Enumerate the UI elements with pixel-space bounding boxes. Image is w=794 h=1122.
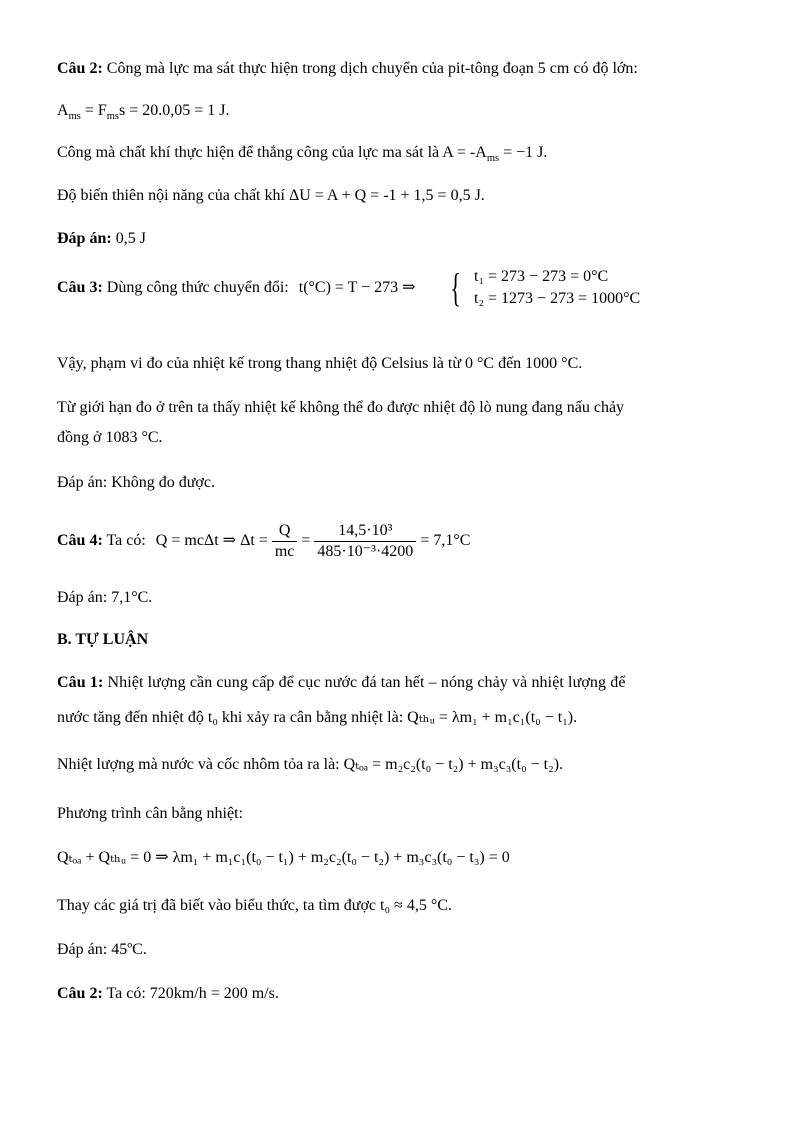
- q3-answer: Đáp án: Không đo được.: [57, 474, 215, 491]
- b1-balance-heading: Phương trình cân bằng nhiệt:: [57, 805, 243, 822]
- q2-answer: Đáp án: 0,5 J: [57, 230, 146, 247]
- b2-line: Câu 2: Ta có: 720km/h = 200 m/s.: [57, 985, 279, 1002]
- b1-label: Câu 1:: [57, 674, 104, 691]
- q4-label: Câu 4:: [57, 532, 103, 549]
- q4-answer: Đáp án: 7,1°C.: [57, 589, 153, 606]
- b1-eq2: Qₜₒₐ = m₂c₂(t₀ − t₂) + m₃c₃(t₀ − t₂).: [343, 756, 564, 773]
- q3-limit-line-1: Từ giới hạn đo ở trên ta thấy nhiệt kế không thể đo được nhiệt độ lò nung đang nấu chảy: [57, 399, 625, 416]
- q2-label: Câu 2:: [57, 60, 103, 77]
- q4-formula-line: Câu 4: Ta có: Q = mcΔt ⇒ Δt = $\frac{Q}{mc}$ = $\frac{\text{14,5·10³}}{\text{485·10⁻³·4200}}$ = 7,1°C: [57, 521, 471, 560]
- b2-label: Câu 2:: [57, 985, 103, 1002]
- q2-intro: Công mà lực ma sát thực hiện trong dịch chuyển của pit-tông đoạn 5 cm có độ lớn:: [102, 60, 638, 77]
- q3-range-line: Vậy, phạm vi đo của nhiệt kế trong thang nhiệt độ Celsius là từ 0 °C đến 1000 °C.: [57, 355, 583, 372]
- q2-intro-line: [57, 59, 638, 79]
- q3-formula-line: Câu 3: Dùng công thức chuyển đổi: t(°C) = T − 273 ⇒: [57, 279, 416, 296]
- q2-work-line: Công mà chất khí thực hiện để thắng công của lực ma sát là $A = -A_{ms} = -1$ J.: [57, 144, 548, 164]
- q3-formula: t(°C) = T − 273 ⇒: [298, 279, 416, 296]
- b1-heat-released-line: Nhiệt lượng mà nước và cốc nhôm tỏa ra là: Qₜₒₐ = m₂c₂(t₀ − t₂) + m₃c₃(t₀ − t₂).: [57, 756, 564, 773]
- q2-energy-line: Độ biến thiên nội năng của chất khí ΔU = A + Q = -1 + 1,5 = 0,5 J.: [57, 187, 485, 204]
- b1-heat-absorbed-line: nước tăng đến nhiệt độ t₀ khi xảy ra cân bằng nhiệt là: Qₜₕᵤ = λm₁ + m₁c₁(t₀ − t₁).: [57, 709, 578, 726]
- q2-eq1: $A_{ms} = F_{ms}s = 20.0,05 = 1$ J.: [57, 102, 230, 122]
- section-b-heading: B. TỰ LUẬN: [57, 631, 149, 648]
- q4-fraction-2: $\frac{\text{14,5·10³}}{\text{485·10⁻³·4200}}$: [314, 521, 416, 562]
- q4-fraction-1: $\frac{Q}{mc}$: [272, 521, 298, 562]
- b1-eq1: Qₜₕᵤ = λm₁ + m₁c₁(t₀ − t₁).: [407, 709, 578, 726]
- b1-intro-line: Câu 1: Nhiệt lượng cần cung cấp để cục nước đá tan hết – nóng chảy và nhiệt lượng để: [57, 674, 626, 691]
- q3-limit-line-2: đồng ở 1083 °C.: [57, 429, 163, 446]
- q3-label: Câu 3:: [57, 279, 103, 296]
- b1-answer: Đáp án: 45ºC.: [57, 941, 147, 958]
- b1-result-line: Thay các giá trị đã biết vào biểu thức, ta tìm được t₀ ≈ 4,5 °C.: [57, 897, 452, 914]
- b1-balance-equation: Qₜₒₐ + Qₜₕᵤ = 0 ⇒ λm₁ + m₁c₁(t₀ − t₁) + m₂c₂(t₀ − t₂) + m₃c₃(t₀ − t₃) = 0: [57, 849, 510, 866]
- q3-system: { t₁ = 273 − 273 = 0°C t₂ = 1273 − 273 = 1000°C: [450, 265, 641, 310]
